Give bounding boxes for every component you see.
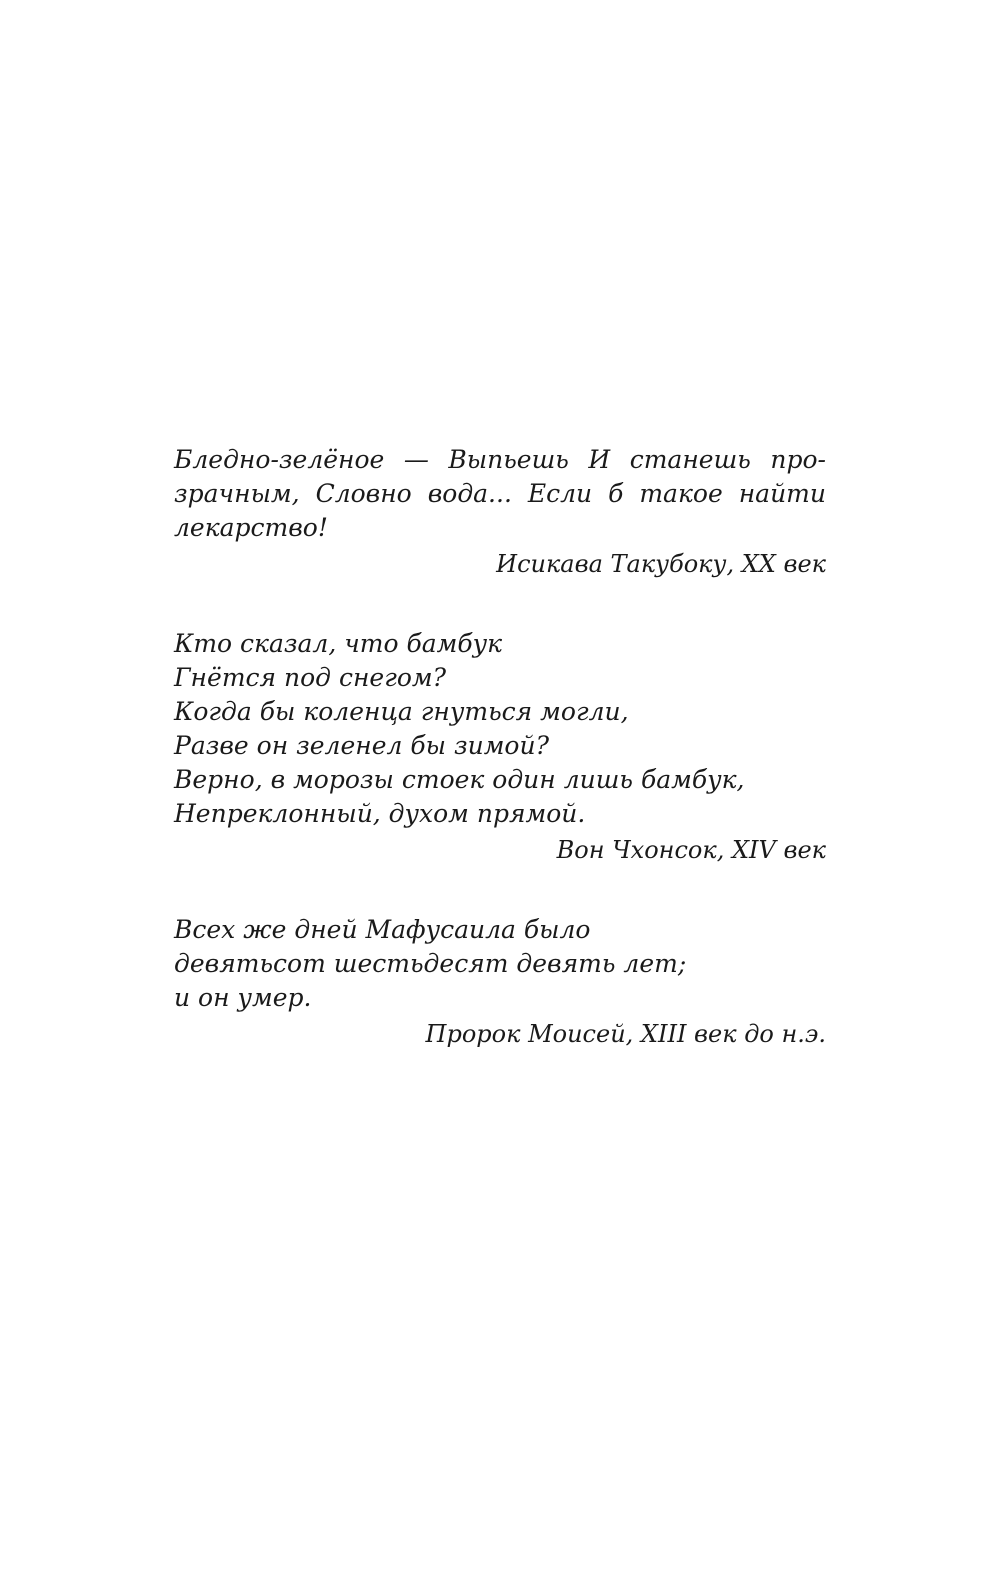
poem-line: Гнётся под снегом? (174, 663, 447, 692)
epigraph-attribution: Вон Чхонсок, XIV век (556, 836, 826, 864)
scripture-line: девятьсот шестьдесят девять лет; (174, 949, 687, 978)
epigraph-attribution: Пророк Моисей, XIII век до н.э. (425, 1020, 826, 1048)
poem-line: Кто сказал, что бамбук (174, 629, 503, 658)
scripture-line: Всех же дней Мафусаила было (174, 915, 591, 944)
epigraph-chonsok (174, 627, 826, 867)
epigraph-section (174, 443, 826, 1051)
poem-line: Верно, в морозы стоек один лишь бамбук, (174, 765, 745, 794)
epigraph-text: Бледно-зелёное — Выпьешь И станешь прозрачным, Словно вода... Если б такое найти лекарство! (174, 445, 826, 542)
epigraph-attribution: Исикава Такубоку, XX век (496, 550, 826, 578)
poem-line: Непреклонный, духом прямой. (174, 799, 586, 828)
epigraph-moses (174, 913, 826, 1051)
scripture-line: и он умер. (174, 983, 312, 1012)
poem-line: Когда бы коленца гнуться могли, (174, 697, 629, 726)
epigraph-takuboku (174, 443, 826, 581)
poem-line: Разве он зеленел бы зимой? (174, 731, 549, 760)
